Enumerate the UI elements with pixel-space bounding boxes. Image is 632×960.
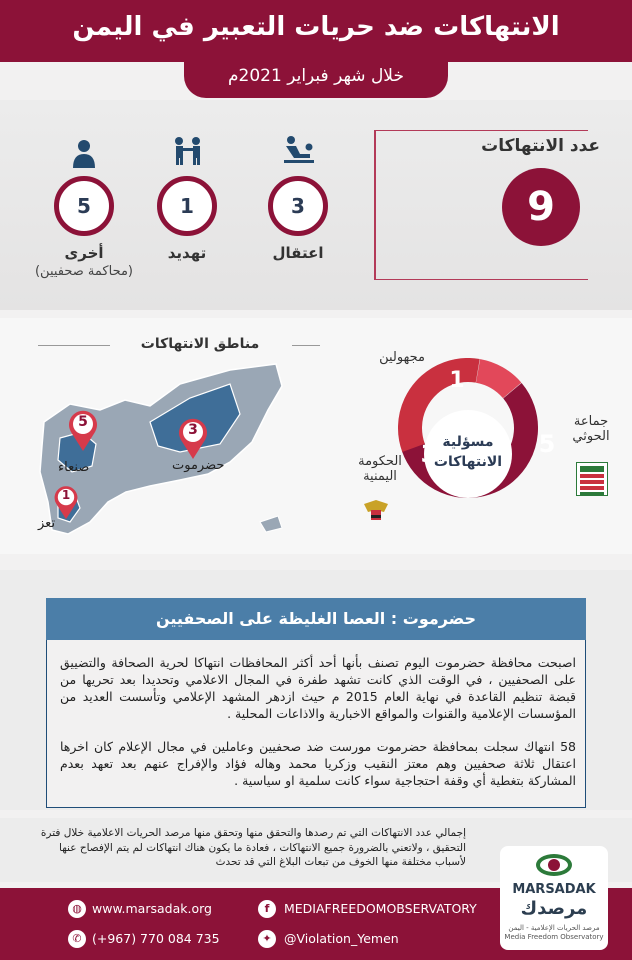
other-label: أخرى [64, 244, 104, 262]
map-title: مناطق الانتهاكات [140, 336, 260, 352]
pin-hadramout-label: حضرموت [172, 458, 225, 473]
resp-unknown-value: 1 [449, 368, 465, 393]
logo-sub-en: Media Freedom Observatory [504, 933, 604, 941]
article-paragraph-2: 58 انتهاك سجلت بمحافظة حضرموت مورست ضد صحفيين وعاملين في مجال الإعلام كان اخرها اعتقال ثلاثة صحفيين وهم معتز النقيب وزكريا محمد وهاله فؤاد والإفراج عنهم بعد تعهد بعدم المشاركة بتغطية أي وقفة احتجاجية سواء كانت سلمية او سياسية . [60, 739, 576, 788]
total-value: 9 [502, 168, 580, 246]
pin-taiz-label: تعز [38, 516, 56, 531]
globe-icon: ◍ [68, 900, 86, 918]
socotra-island [260, 516, 282, 532]
resp-houthi-label: جماعة الحوثي [572, 414, 610, 444]
arrest-label: اعتقال [272, 244, 324, 262]
pin-sanaa-label: صنعاء [58, 460, 90, 475]
page-subtitle: خلال شهر فبراير 2021م [184, 56, 448, 98]
phone-number[interactable]: (+967) 770 084 735 [92, 931, 220, 946]
article-paragraph-1: اصبحت محافظة حضرموت اليوم تصنف بأنها أحد أكثر المحافظات انتهاكا لحرية الصحافة والتضييق على الصحفيين ، في الوقت الذي كانت تشهد طفرة في المجال الاعلامي وتحديدا بعد تحريها من قبضة تنظيم القاعدة في نهاية العام 2015 م حيث ازدهر المشهد الإعلامي وتأسست العديد من المؤسسات الإعلامية والقنوات والمواقع الاخبارية والاذاعات المحلية . [60, 655, 576, 721]
total-frame-divider [374, 130, 376, 280]
facebook-icon: f [258, 900, 276, 918]
person-icon [64, 138, 104, 175]
resp-government-label: الحكومة اليمنية [358, 454, 402, 484]
threat-icon [168, 136, 208, 173]
threat-count-ring [157, 176, 217, 236]
logo-subtitle [500, 924, 608, 942]
pin-taiz-value: 1 [61, 488, 71, 502]
total-label: عدد الانتهاكات [481, 136, 600, 156]
other-note: (محاكمة صحفيين) [34, 264, 133, 279]
twitter-icon: ✦ [258, 930, 276, 948]
footnote-text: إجمالي عدد الانتهاكات التي تم رصدها والتحقق منها وتحقق منها مرصد الحريات الاعلامية خلال فترة التحقيق ، ولاتعني بالضرورة جميع الانتهاكات ، فعادة ما يكون هناك انتهاكات لم يتم الإفصاح عنها لأسباب مختلفة منها الخوف من تبعات البلاغ التي قد تحدث [40, 827, 466, 868]
twitter-link[interactable]: @Violation_Yemen [284, 931, 399, 946]
responsibility-center-label: مسؤلية الانتهاكات [424, 410, 512, 498]
map-title-rule-left [38, 345, 110, 346]
website-link[interactable]: www.marsadak.org [92, 901, 212, 916]
other-count: 5 [77, 194, 91, 218]
resp-government-value: 3 [420, 440, 438, 468]
resp-unknown-label: مجهولين [379, 350, 425, 365]
logo-sub-ar: مرصد الحريات الإعلامية - اليمن [508, 924, 600, 932]
logo-name-ar: مرصدك [520, 898, 588, 919]
logo-name-en: MARSADAK [512, 882, 596, 897]
pin-sanaa-value: 5 [78, 414, 88, 430]
facebook-link[interactable]: MEDIAFREEDOMOBSERVATORY [284, 901, 477, 916]
arrest-count-ring [268, 176, 328, 236]
whatsapp-icon: ✆ [68, 930, 86, 948]
threat-count: 1 [180, 194, 194, 218]
houthi-slogan-icon [576, 462, 608, 496]
page-title: الانتهاكات ضد حريات التعبير في اليمن [72, 12, 560, 42]
resp-houthi-value: 5 [538, 430, 556, 458]
pin-hadramout-value: 3 [188, 422, 198, 438]
map-title-rule-right [292, 345, 320, 346]
arrest-count: 3 [291, 194, 305, 218]
article-heading: حضرموت : العصا الغليظة على الصحفيين [46, 598, 586, 640]
other-count-ring [54, 176, 114, 236]
logo-eye-pupil [548, 859, 560, 871]
arrest-icon [279, 134, 319, 171]
yemen-emblem-icon [360, 498, 392, 524]
threat-label: تهديد [167, 244, 207, 262]
